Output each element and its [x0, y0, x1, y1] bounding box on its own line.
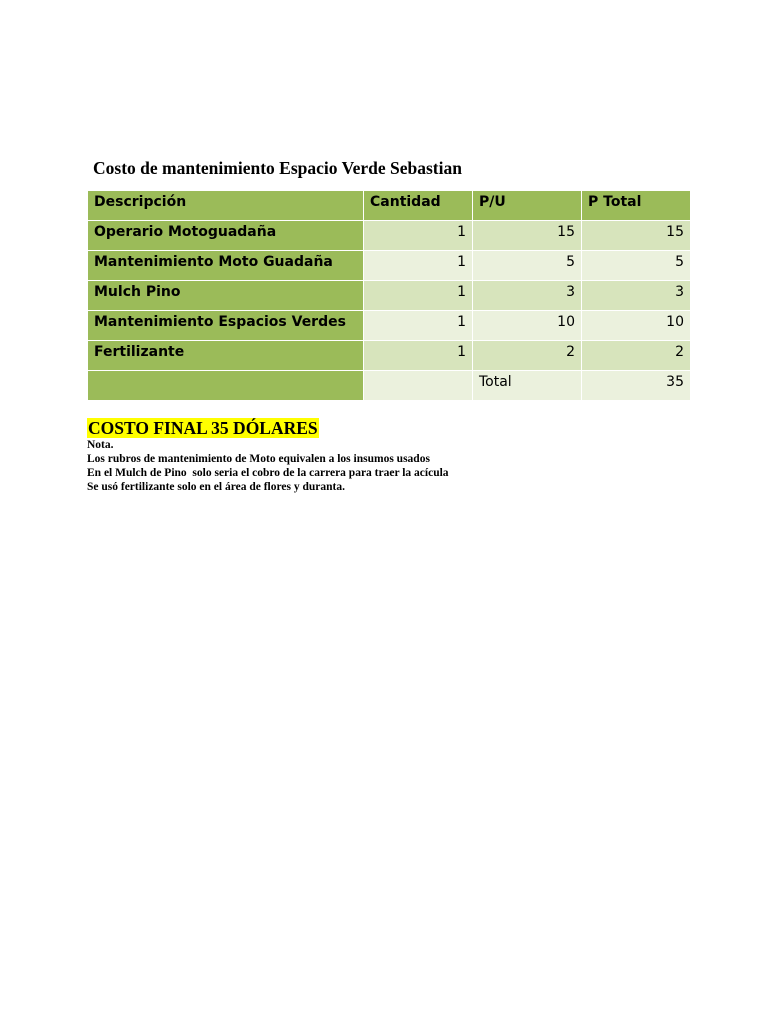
- notes-block: [87, 438, 449, 494]
- note-line: Se usó fertilizante solo en el área de flores y duranta.: [87, 481, 345, 493]
- cell-cantidad: 1: [364, 251, 473, 281]
- header-precio-unitario: P/U: [473, 191, 582, 221]
- cost-table: [87, 190, 691, 401]
- table-row: [88, 281, 691, 311]
- total-row: [88, 371, 691, 401]
- cell-descripcion: Mulch Pino: [88, 281, 364, 311]
- cell-descripcion-empty: [88, 371, 364, 401]
- cell-descripcion: Mantenimiento Moto Guadaña: [88, 251, 364, 281]
- table-row: [88, 221, 691, 251]
- table-row: [88, 251, 691, 281]
- table-header-row: [88, 191, 691, 221]
- cell-precio-total: 15: [582, 221, 691, 251]
- cell-cantidad: 1: [364, 341, 473, 371]
- header-precio-total: P Total: [582, 191, 691, 221]
- note-heading: Nota.: [87, 439, 114, 451]
- total-value: 35: [582, 371, 691, 401]
- header-descripcion: Descripción: [88, 191, 364, 221]
- table-row: [88, 311, 691, 341]
- table-row: [88, 341, 691, 371]
- cell-descripcion: Mantenimiento Espacios Verdes: [88, 311, 364, 341]
- cell-precio-unitario: 15: [473, 221, 582, 251]
- cell-precio-unitario: 5: [473, 251, 582, 281]
- cell-precio-unitario: 10: [473, 311, 582, 341]
- cell-precio-total: 10: [582, 311, 691, 341]
- cell-descripcion: Fertilizante: [88, 341, 364, 371]
- final-cost-highlight: COSTO FINAL 35 DÓLARES: [88, 418, 318, 438]
- cell-precio-unitario: 2: [473, 341, 582, 371]
- cell-cantidad: 1: [364, 281, 473, 311]
- document-title: Costo de mantenimiento Espacio Verde Sebastian: [93, 158, 462, 178]
- cell-precio-total: 3: [582, 281, 691, 311]
- note-line: Los rubros de mantenimiento de Moto equivalen a los insumos usados: [87, 453, 430, 465]
- cell-precio-total: 2: [582, 341, 691, 371]
- cell-descripcion: Operario Motoguadaña: [88, 221, 364, 251]
- cell-cantidad: 1: [364, 311, 473, 341]
- cell-precio-unitario: 3: [473, 281, 582, 311]
- cell-cantidad: 1: [364, 221, 473, 251]
- cell-precio-total: 5: [582, 251, 691, 281]
- note-line: En el Mulch de Pino solo seria el cobro de la carrera para traer la acícula: [87, 467, 449, 479]
- cell-cantidad-empty: [364, 371, 473, 401]
- header-cantidad: Cantidad: [364, 191, 473, 221]
- total-label: Total: [473, 371, 582, 401]
